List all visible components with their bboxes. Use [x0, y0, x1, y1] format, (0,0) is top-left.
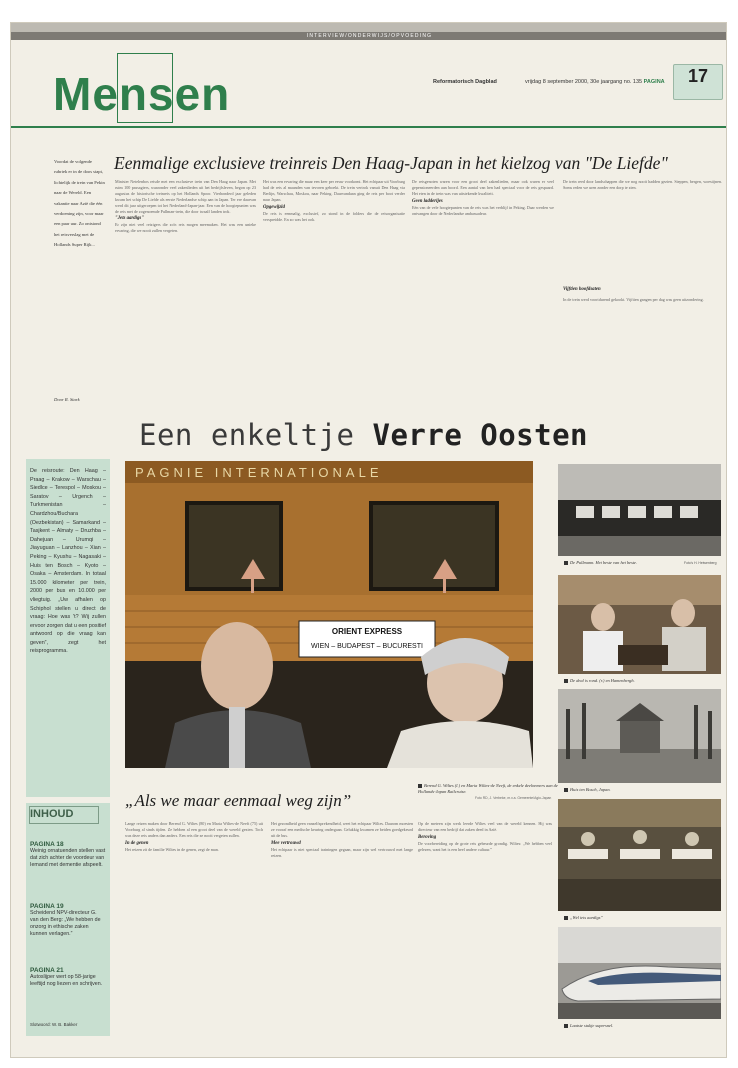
- newspaper-page: [10, 22, 727, 1058]
- article-column-2b-text: De reis is eenmalig, exclusief, zo stond in de folders die de reisorganisatie verspreidde. En zo was het ook.: [263, 210, 405, 222]
- article-subheading-4: Vijftien hoofdsaten: [563, 287, 601, 292]
- feature-column-2: [271, 821, 413, 859]
- contents-entry-text: Weinig ornatuenden stellen vast dat zich achter de voordeur van Iemand met dementie afspeelt.: [30, 848, 106, 868]
- contents-entry-text: Scheidend NPV-directeur G. van den Berg: „We hebben de onzorg in ethische zaken kunnen verlagen.”: [30, 910, 101, 937]
- contents-entry[interactable]: [30, 903, 106, 938]
- date-line: vrijdag 8 september 2000, 30e jaargang no. 135 PAGINA: [525, 79, 665, 85]
- thumbnail-pullman-caption: [564, 560, 637, 565]
- photo-sign-route: WIEN – BUDAPEST – BUCURESTI: [311, 643, 423, 650]
- thumbnail-deal-drawing: [558, 575, 721, 674]
- thumbnail-dining: [558, 799, 721, 911]
- thumbnail-dining-caption: [564, 915, 603, 920]
- article-subheading-2: Opgewijzld: [263, 204, 285, 210]
- closing-word-credit: Slotwoord: W. B. Bakker: [30, 1022, 78, 1027]
- feature-column-2b-text: Het echtpaar is niet speciaal trainingen gegaan, maar zijn wel vertrouwd met lange reizen.: [271, 846, 413, 858]
- article-column-4b-text: In de trein werd voortdurend gekookt. Vijftien gangen per dag was geen uitzondering.: [563, 297, 704, 302]
- orient-express-photo: [125, 461, 533, 768]
- contents-entry-text: Autoslijper wert op 58-jarige leeftijd nog liezen en schrijven.: [30, 974, 103, 987]
- thumbnail-pullman-drawing: [558, 464, 721, 556]
- feature-heading-bold: Verre Oosten: [372, 418, 588, 452]
- contents-title: INHOUD: [30, 808, 74, 820]
- caption-bullet-icon: [564, 788, 568, 792]
- feature-subheading-3: Beroving: [418, 834, 437, 840]
- feature-headline: „Als we maar eenmaal weg zijn”: [125, 791, 352, 810]
- thumbnail-bullet-train-caption: [564, 1023, 613, 1028]
- article-subheading-1: "Jets aardigs": [115, 216, 144, 222]
- article-column-1b-text: Er zijn niet veel reizigers die zo'n reis mogen meemaken. Het was een unieke ervaring, die we nooit zullen vergeten.: [115, 222, 256, 234]
- page-number: 17: [687, 66, 709, 86]
- article-column-4: [563, 179, 722, 191]
- photo-sign-brand: ORIENT EXPRESS: [331, 627, 403, 636]
- section-strip-label: INTERVIEW/ONDERWIJS/OPVOEDING: [306, 33, 433, 39]
- thumbnail-dining-caption-text: „Wel iets aardigs”: [570, 915, 603, 920]
- thumbnail-huis-ten-bosch-caption-text: Huis ten Bosch, Japan.: [570, 787, 611, 792]
- feature-column-1: [125, 821, 263, 853]
- article-column-4-text: De trein reed door landschappen die we nog nooit hadden gezien. Steppen, bergen, woestijnen. Soms reden we uren zonder een dorp te zien.: [563, 179, 722, 190]
- intro-author: Door R. Stark: [54, 397, 80, 402]
- feature-column-3: [418, 821, 552, 853]
- intro-text: Voordat de volgende rubriek er in de doos stapt, lichtelijk de trein van Pekin naar de Wereld. Een vakantie naar Azië die één verdoening zijn, voor maar een paar uur. Zo ontstond het reisverslag met de Hollands Super Rijk...: [54, 159, 105, 248]
- article-column-4b: [563, 297, 722, 303]
- contents-entry-page: PAGINA 21: [30, 967, 64, 974]
- thumbnail-credit: Foto's H. Heiwenberg: [684, 561, 717, 565]
- section-title: Mensen: [53, 68, 231, 120]
- contents-entry[interactable]: [30, 967, 106, 988]
- thumbnail-huis-ten-bosch: [558, 689, 721, 783]
- top-gray-band: [11, 23, 727, 32]
- thumbnail-huis-ten-bosch-caption: [564, 787, 611, 792]
- route-sidebar-text: De reisroute: Den Haag – Praag – Krakow – Warschau – Siedlce – Terespol – Moskou – Saratov – Urgench – Turkmenistan – Chardzhou/Buchara (Oezbekistan) – Samarkand – Tasjkent – Almaty – Druzhba – Dahejuan – Urumqi – Jiayuguan – Lanzhou – Xian – Peking – Kyushu – Nagasaki – Huis ten Bosch – Kyoto – Osaka – Amsterdam. In totaal 15.000 kilometer per trein, 2000 per bus en 10.000 per vliegtuig. „Uw afhalen op Schiphol stellen u direct de vraag: Hoe was 't? Wij zullen ervoor zorgen dat u een positief antwoord op die vraag kan geven”, zegt het reisprogramma.: [30, 468, 106, 655]
- feature-subheading-2: Mee vertrouwd: [271, 840, 301, 846]
- feature-subheading-1: In de genen: [125, 840, 149, 846]
- paper-name: Reformatorisch Dagblad: [433, 79, 497, 85]
- article-column-3b-text: Eén van de vele hoogtepunten van de reis was het verblijf in Peking. Daar werden we ontvangen door de Nederlandse ambassadeur.: [412, 204, 554, 216]
- caption-bullet-icon: [564, 561, 568, 565]
- orient-express-photo-drawing: [125, 461, 533, 768]
- thumbnail-deal-caption: [564, 678, 635, 683]
- article-column-1: [115, 179, 256, 234]
- article-headline: Eenmalige exclusieve treinreis Den Haag-Japan in het kielzog van "De Liefde": [114, 153, 668, 173]
- caption-bullet-icon: [564, 916, 568, 920]
- thumbnail-pullman-caption-text: De Pullmann. Het beste van het beste.: [570, 560, 638, 565]
- feature-column-3-text: Op de meteen zijn werk leerde Wiltes veel van de wereld kennen. Hij was directeur van een bedrijf dat zaken deed in Azië.: [418, 821, 552, 832]
- article-column-3: [412, 179, 554, 217]
- main-photo-credit: Foto RD, J. Verbeke, m.v.a. Gemeente/Agio-Japan: [475, 796, 552, 800]
- main-photo-caption: [418, 783, 568, 795]
- feature-column-1-text: Lange reizen maken door Berend G. Wiltes (80) en Maria Wiltes-de Neeft (75) uit Voorburg al sinds tijden. Ze hebben al een groot deel van de wereld gezien. Toch was deze reis anders dan anders. Een reis die ze nooit vergeten zullen.: [125, 821, 263, 838]
- masthead-divider: [11, 126, 727, 128]
- feature-column-1b-text: Het reizen zit de familie Wiltes in de genen, zegt de man.: [125, 846, 219, 852]
- contents-entry-page: PAGINA 18: [30, 841, 64, 848]
- thumbnail-pullman: [558, 464, 721, 556]
- caption-bullet-icon: [418, 784, 422, 788]
- thumbnail-huis-ten-bosch-drawing: [558, 689, 721, 783]
- feature-column-3b-text: De voorbereiding op de grote reis gebeurde grondig. Wiltes: „We hebben veel gelezen, want het is een heel andere cultuur.”: [418, 840, 552, 852]
- article-column-1-text: Minister Netelenbos reisde met een exclusieve trein van Den Haag naar Japan. Met ruim 100 passagiers, waaronder veel zakenlieden uit het bedrijfsleven, begon op 23 augustus de historische treinreis op het Hollands Spoor. Vierhonderd jaar geleden kwam het schip De Liefde als eerste Nederlandse schip aan in Japan. Ter ere daarvan werd dit jaar uitgeroepen tot het Nederland-Japan-jaar. Een van de hoogtepunten was de reis met de zogenoemde Pullman-trein, die door twaalf landen trok.: [115, 179, 256, 214]
- feature-heading: [139, 418, 588, 452]
- thumbnail-bullet-train-drawing: [558, 927, 721, 1019]
- thumbnail-bullet-train-caption-text: Laatste stukje supersnel.: [570, 1023, 614, 1028]
- feature-column-2-text: Het gezondheid geen vanzelfsprekendheid, weet het echtpaar Wiltes. Daarom moesten ze vooraf een medische keuring ondergaan. Gelukkig kwamen ze beiden goedgekeurd uit de bus.: [271, 821, 413, 838]
- contents-entry[interactable]: [30, 841, 106, 869]
- main-photo-caption-text: Berend G. Wiltes (l.) en Maria Wiltes-de Neeft, de enkele deelnemers aan de Hollands-Japan Railcruise.: [418, 783, 558, 794]
- caption-bullet-icon: [564, 1024, 568, 1028]
- page-label: PAGINA: [643, 79, 665, 85]
- caption-bullet-icon: [564, 679, 568, 683]
- photo-sign-top: PAGNIE INTERNATIONALE: [135, 465, 383, 480]
- article-column-2: [263, 179, 405, 222]
- feature-heading-light: Een enkeltje: [139, 418, 355, 452]
- article-column-2-text: Het was een ervaring die maar een keer per eeuw voorkomt. Het echtpaar uit Voorburg had de reis al maanden van tevoren geboekt. De trein vertrok vanuit Den Haag via Berlijn, Warschau, Moskou, naar Peking. Daarvandaan ging de reis per boot verder naar Japan.: [263, 179, 405, 202]
- article-column-3-text: De reisgenoten waren voor een groot deel zakenlieden, maar ook waren er veel gepensioneerden aan boord. Een aantal van hen had speciaal voor de reis gespaard. Het eten in de trein was van uitstekende kwaliteit.: [412, 179, 554, 196]
- article-subheading-3: Geen ladderijes: [412, 198, 443, 204]
- thumbnail-deal-caption-text: De deal is rond. (r.) en Hamenbergh.: [570, 678, 635, 683]
- thumbnail-dining-drawing: [558, 799, 721, 911]
- contents-entry-page: PAGINA 19: [30, 903, 64, 910]
- thumbnail-bullet-train: [558, 927, 721, 1019]
- thumbnail-deal: [558, 575, 721, 674]
